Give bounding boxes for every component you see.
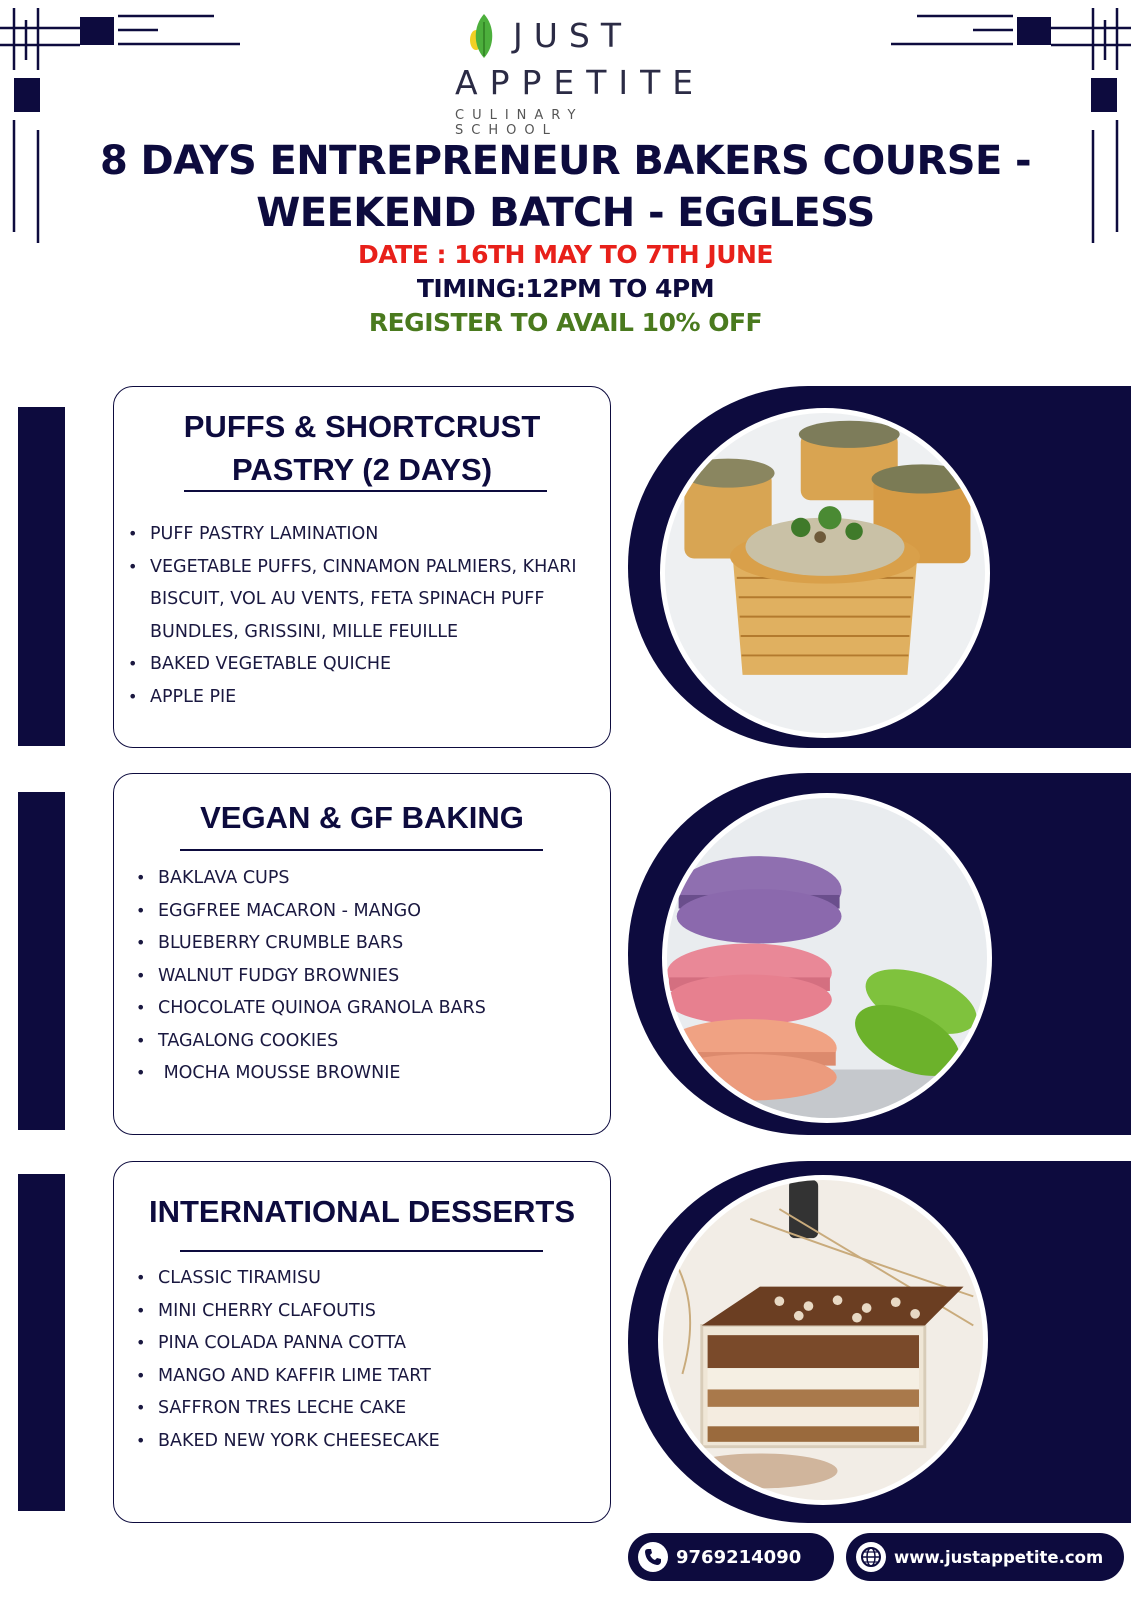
section-list (128, 518, 598, 713)
list-item: • APPLE PIE (128, 681, 598, 714)
section-card-vegan (113, 773, 611, 1135)
leaf-icon (467, 12, 497, 60)
list-item: • PUFF PASTRY LAMINATION (128, 518, 598, 551)
list-item: • MANGO AND KAFFIR LIME TART (136, 1360, 596, 1393)
list-item: • CHOCOLATE QUINOA GRANOLA BARS (136, 992, 596, 1025)
tiramisu-photo (658, 1175, 988, 1505)
title-underline (180, 849, 543, 851)
list-item: • BAKED VEGETABLE QUICHE (128, 648, 598, 681)
logo-word-just: JUST (513, 16, 632, 55)
tiramisu-illustration (663, 1180, 983, 1500)
macarons-photo (662, 793, 992, 1123)
list-item: • SAFFRON TRES LECHE CAKE (136, 1392, 596, 1425)
list-item: • EGGFREE MACARON - MANGO (136, 895, 596, 928)
list-item: • BAKLAVA CUPS (136, 862, 596, 895)
brand-logo (455, 8, 706, 138)
section-title: INTERNATIONAL DESSERTS (149, 1194, 575, 1229)
list-item: • MINI CHERRY CLAFOUTIS (136, 1295, 596, 1328)
section-card-pastry (113, 386, 611, 748)
list-item: • CLASSIC TIRAMISU (136, 1262, 596, 1295)
list-item: • WALNUT FUDGY BROWNIES (136, 960, 596, 993)
logo-tagline: CULINARY SCHOOL (455, 108, 584, 138)
list-item: • PINA COLADA PANNA COTTA (136, 1327, 596, 1360)
logo-word-appetite: APPETITE (455, 63, 706, 102)
section-list (136, 862, 596, 1090)
macarons-illustration (667, 798, 987, 1118)
phone-contact[interactable] (628, 1533, 834, 1581)
section-card-desserts (113, 1161, 611, 1523)
section-accent-bar (18, 1174, 65, 1511)
vol-au-vent-photo (660, 408, 990, 738)
course-date: DATE : 16TH MAY TO 7TH JUNE (358, 240, 773, 269)
globe-icon (856, 1542, 886, 1572)
list-item: • TAGALONG COOKIES (136, 1025, 596, 1058)
website-url: www.justappetite.com (894, 1547, 1104, 1567)
title-underline (180, 1250, 543, 1252)
section-title: PUFFS & SHORTCRUST PASTRY (2 DAYS) (183, 409, 541, 487)
register-offer: REGISTER TO AVAIL 10% OFF (368, 308, 763, 337)
list-item: • BAKED NEW YORK CHEESECAKE (136, 1425, 596, 1458)
phone-icon (638, 1542, 668, 1572)
vol-au-vent-illustration (665, 413, 985, 733)
title-underline (184, 490, 547, 492)
website-link[interactable] (846, 1533, 1124, 1581)
phone-number: 9769214090 (676, 1546, 802, 1568)
section-accent-bar (18, 792, 65, 1130)
list-item: • MOCHA MOUSSE BROWNIE (136, 1057, 596, 1090)
section-list (136, 1262, 596, 1457)
course-title: 8 DAYS ENTREPRENEUR BAKERS COURSE - WEEKEND BATCH - EGGLESS (99, 138, 1032, 236)
section-title: VEGAN & GF BAKING (200, 800, 524, 835)
section-accent-bar (18, 407, 65, 746)
course-timing: TIMING:12PM TO 4PM (416, 274, 715, 303)
list-item: • BLUEBERRY CRUMBLE BARS (136, 927, 596, 960)
list-item: • VEGETABLE PUFFS, CINNAMON PALMIERS, KHARI BISCUIT, VOL AU VENTS, FETA SPINACH PUFF BUNDLES, GRISSINI, MILLE FEUILLE (128, 551, 598, 649)
